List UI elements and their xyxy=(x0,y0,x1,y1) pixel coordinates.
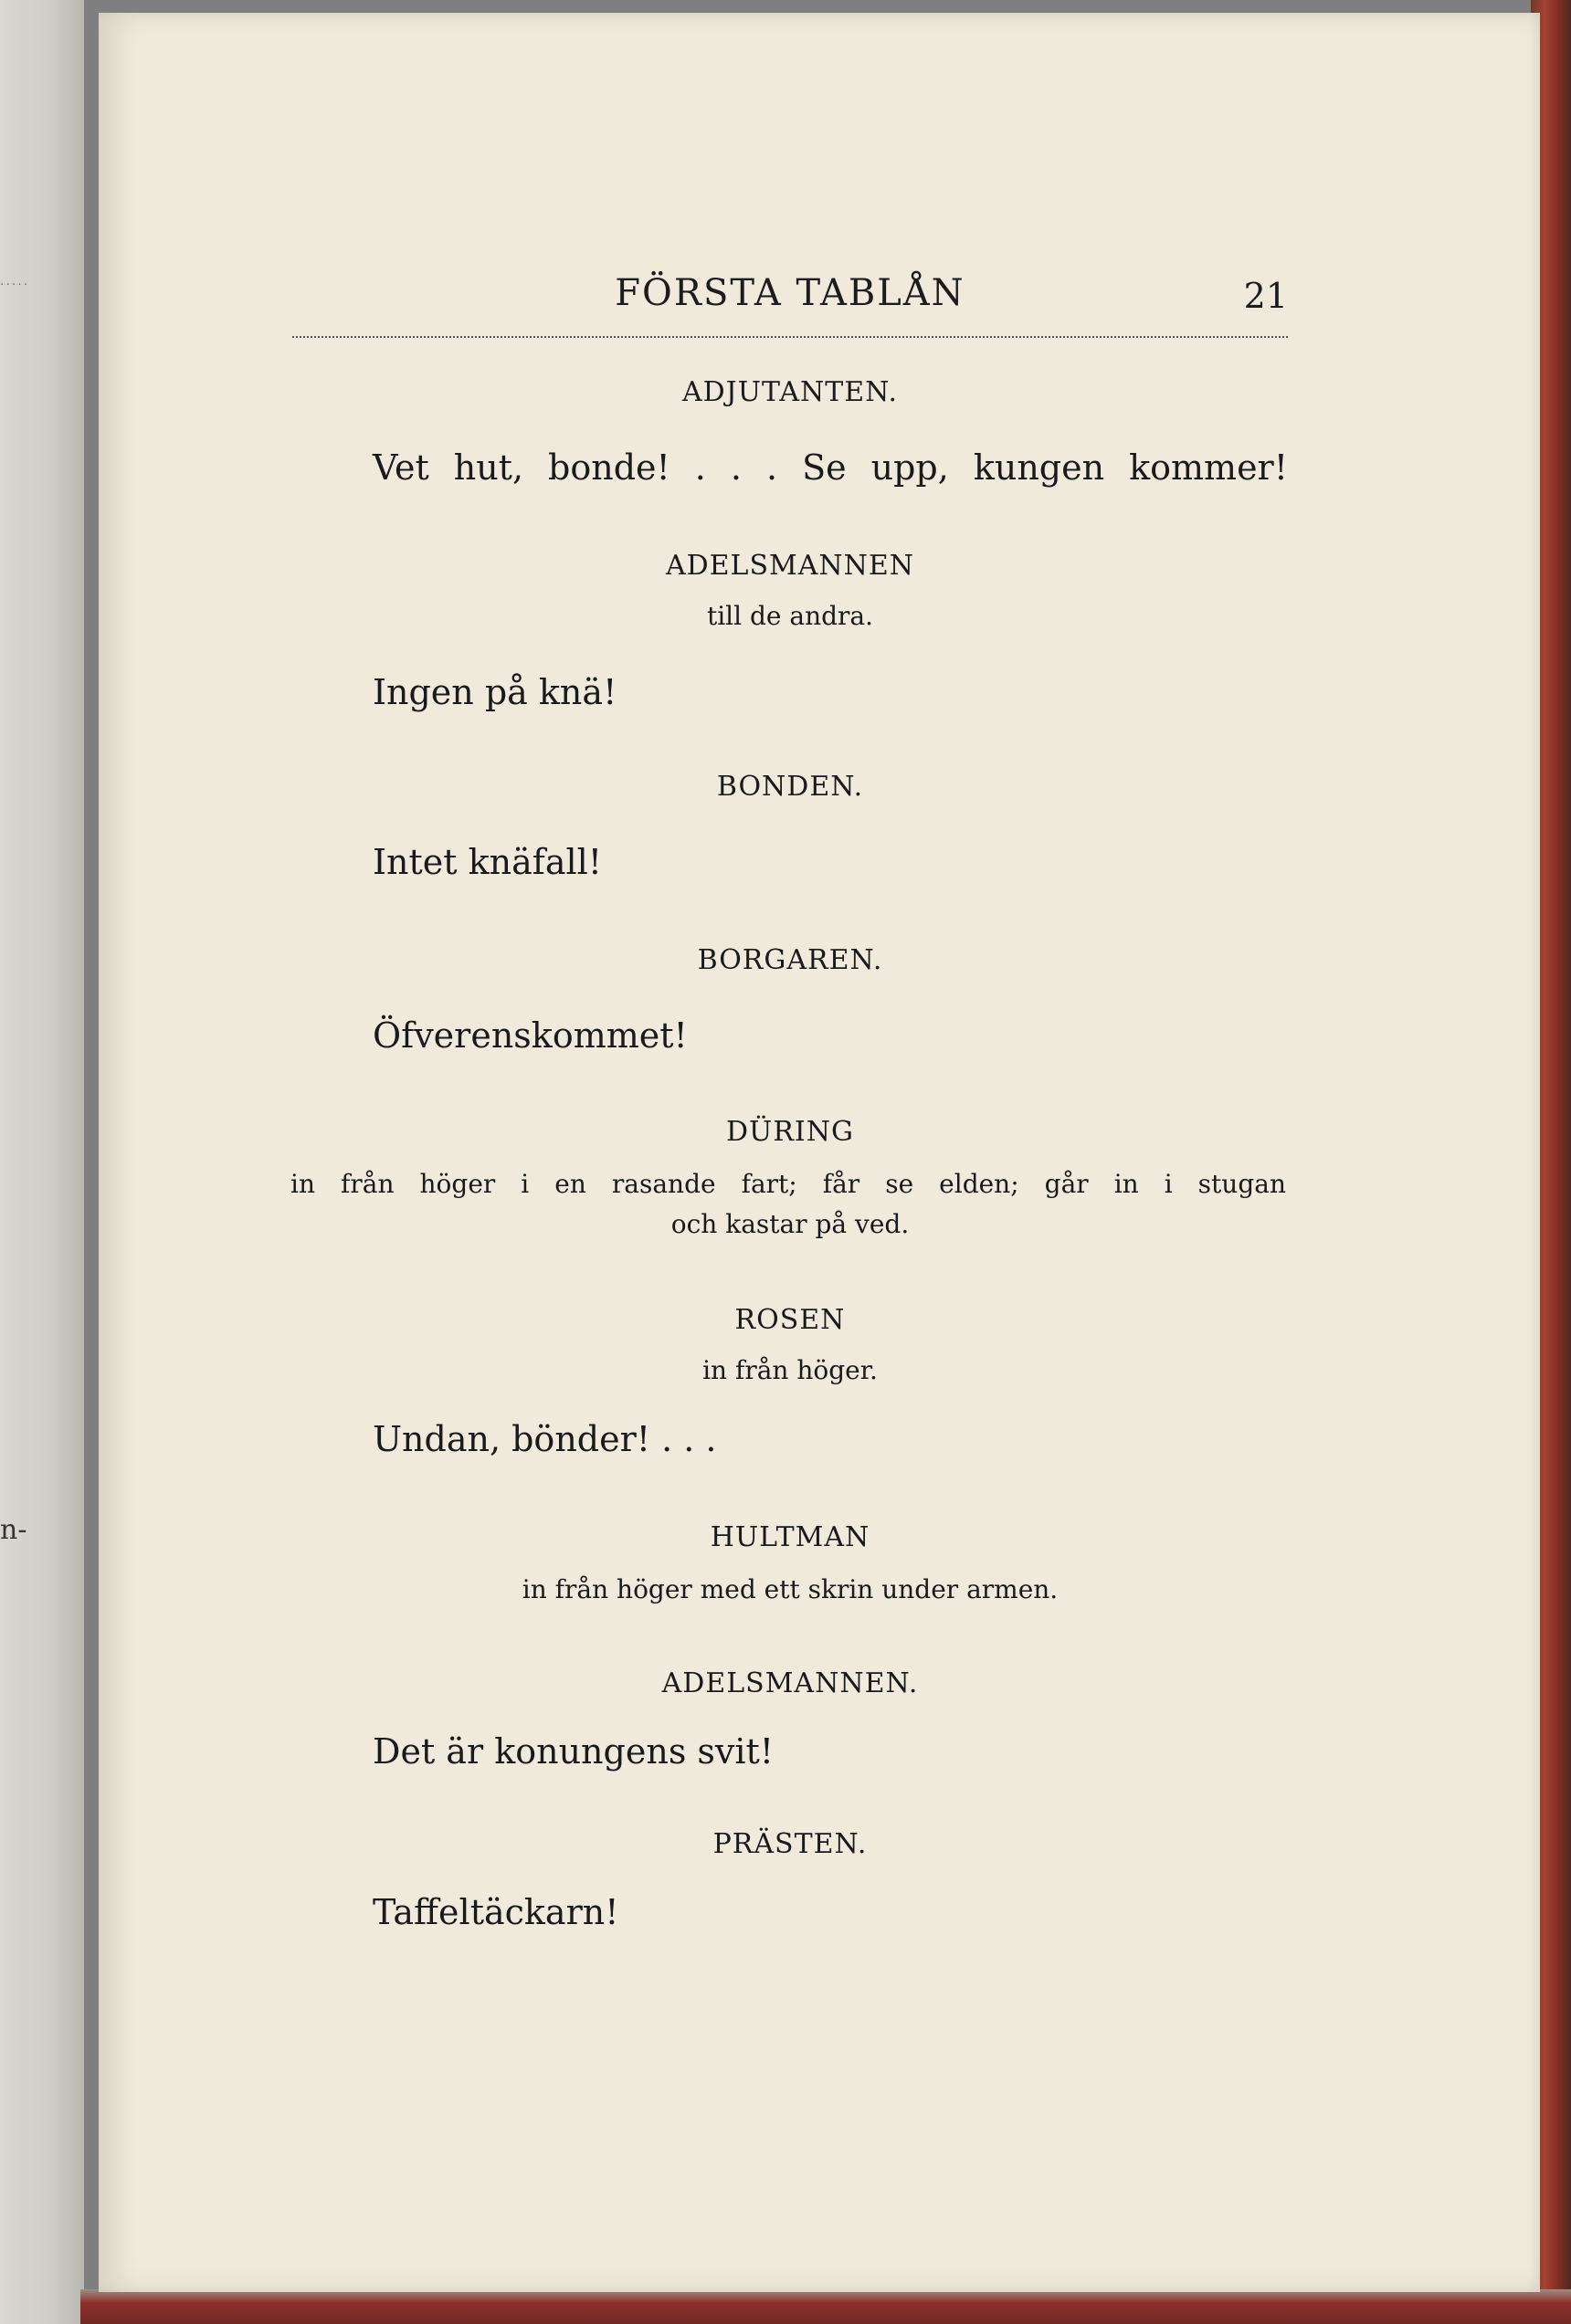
dialogue-line: Det är konungens svit! xyxy=(373,1731,775,1772)
running-header xyxy=(292,272,1288,338)
dialogue-line: Intet knäfall! xyxy=(373,842,603,882)
page-title: FÖRSTA TABLÅN xyxy=(615,272,965,314)
dialogue-line: Ingen på knä! xyxy=(373,672,617,712)
page-number: 21 xyxy=(1243,276,1288,316)
book-cover-bottom xyxy=(80,2289,1571,2324)
left-page-fragment: n- xyxy=(0,1514,27,1546)
speaker-name: DÜRING xyxy=(726,1116,854,1148)
speaker-name: PRÄSTEN. xyxy=(712,1828,868,1860)
dialogue-line: Taffeltäckarn! xyxy=(373,1892,619,1932)
speaker-name: BORGAREN. xyxy=(697,944,883,976)
speaker-name: ROSEN xyxy=(734,1304,846,1336)
speaker-name: BONDEN. xyxy=(716,771,864,803)
speaker-name: ADELSMANNEN. xyxy=(661,1667,919,1699)
stage-direction: in från höger med ett skrin under armen. xyxy=(522,1574,1059,1604)
speaker-name: ADJUTANTEN. xyxy=(681,376,899,408)
stage-direction: och kastar på ved. xyxy=(670,1209,910,1239)
stage-direction: in från höger i en rasande fart; får se elden; går in i stugan xyxy=(290,1169,1286,1199)
stage-direction: till de andra. xyxy=(706,601,874,631)
dialogue-line: Öfverenskommet! xyxy=(373,1015,688,1056)
left-facing-page xyxy=(0,0,84,2324)
dialogue-line: Vet hut, bonde! . . . Se upp, kungen kommer! xyxy=(373,447,1288,488)
book-page xyxy=(99,13,1540,2292)
speaker-name: ADELSMANNEN xyxy=(665,550,915,582)
speaker-name: HULTMAN xyxy=(710,1521,870,1553)
dialogue-line: Undan, bönder! . . . xyxy=(373,1419,717,1459)
left-page-dots: ..... xyxy=(0,274,30,289)
stage-direction: in från höger. xyxy=(702,1355,878,1385)
